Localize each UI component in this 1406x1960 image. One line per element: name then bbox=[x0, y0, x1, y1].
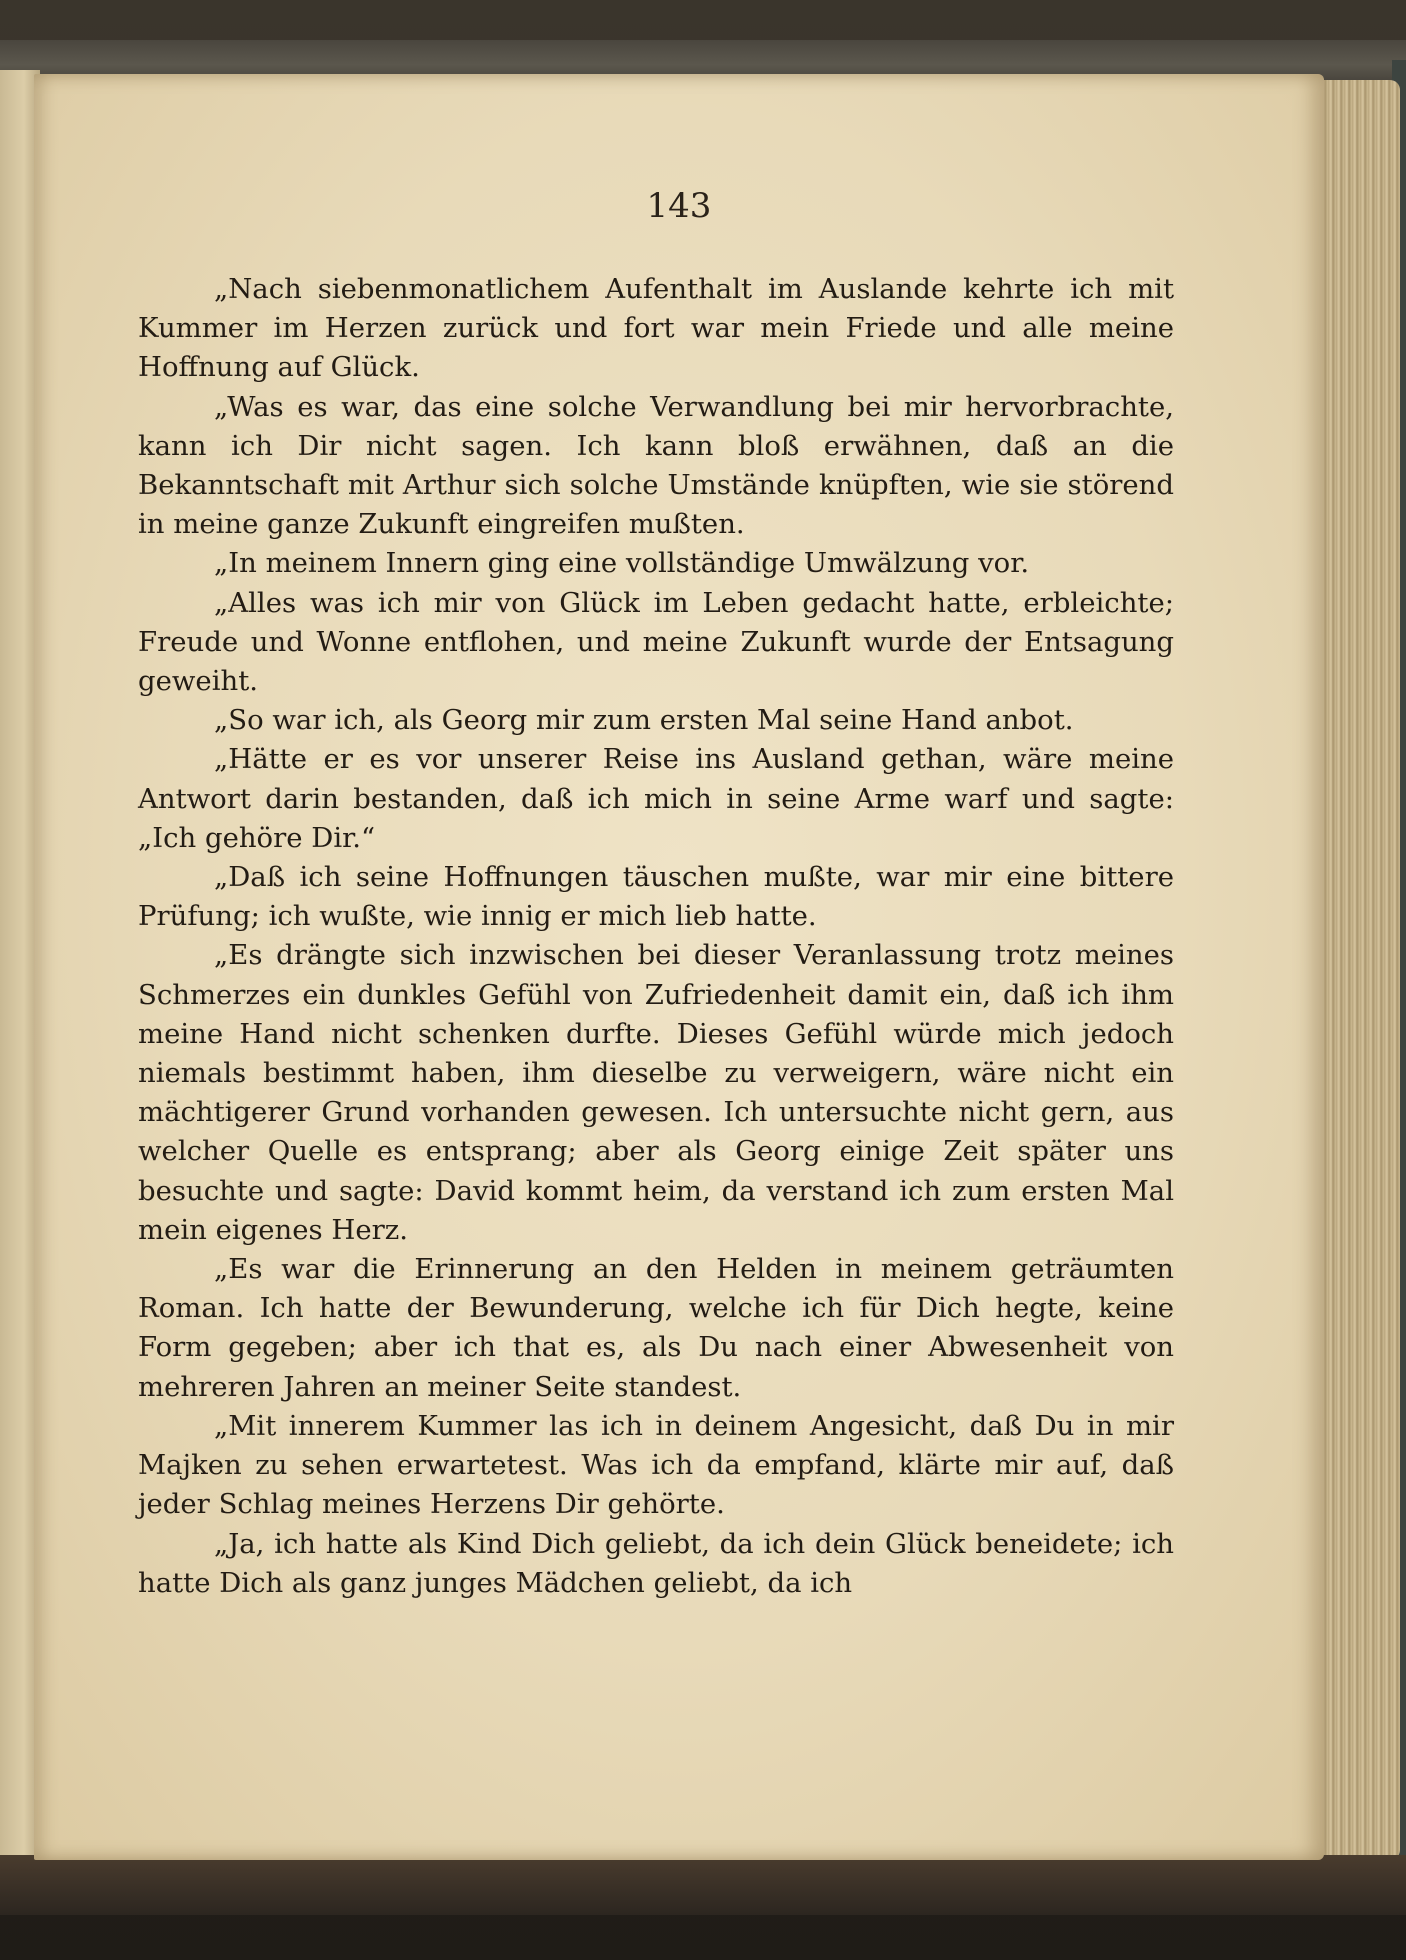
paragraph: „Daß ich seine Hoffnungen täuschen mußte, war mir eine bittere Prüfung; ich wußte, wie innig er mich lieb hatte. bbox=[138, 861, 1174, 933]
book-page bbox=[34, 74, 1324, 1860]
book-cover-bottom bbox=[0, 1855, 1406, 1915]
page-edges bbox=[1320, 80, 1400, 1860]
paragraph: „In meinem Innern ging eine vollständige Umwälzung vor. bbox=[214, 547, 1030, 580]
paragraph: „Ja, ich hatte als Kind Dich geliebt, da ich dein Glück beneidete; ich hatte Dich als ganz junges Mädchen geliebt, da ich bbox=[138, 1527, 1174, 1599]
body-text bbox=[138, 270, 1174, 1603]
paragraph: „Mit innerem Kummer las ich in deinem Angesicht, daß Du in mir Majken zu sehen erwartetest. Was ich da empfand, klärte mir auf, daß jeder Schlag meines Herzens Dir gehörte. bbox=[138, 1409, 1174, 1521]
paragraph: „Es war die Erinnerung an den Helden in meinem geträumten Roman. Ich hatte der Bewunderung, welche ich für Dich hegte, keine Form gegeben; aber ich that es, als Du nach einer Abwesenheit von mehreren Jahren an meiner Seite standest. bbox=[138, 1253, 1174, 1403]
paragraph: „Was es war, das eine solche Verwandlung bei mir hervorbrachte, kann ich Dir nicht sagen. Ich kann bloß erwähnen, daß an die Bekanntschaft mit Arthur sich solche Umstände knüpften, wie sie störend in meine ganze Zukunft eingreifen mußten. bbox=[138, 390, 1174, 541]
paragraph: „Nach siebenmonatlichem Aufenthalt im Auslande kehrte ich mit Kummer im Herzen zurück und fort war mein Friede und alle meine Hoffnung auf Glück. bbox=[138, 273, 1174, 384]
paragraph: „Alles was ich mir von Glück im Leben gedacht hatte, erbleichte; Freude und Wonne entflohen, und meine Zukunft wurde der Entsagung geweiht. bbox=[138, 586, 1174, 698]
paragraph: „Hätte er es vor unserer Reise ins Ausland gethan, wäre meine Antwort darin bestanden, daß ich mich in seine Arme warf und sagte: „Ich gehöre Dir.“ bbox=[138, 743, 1174, 854]
page-number: 143 bbox=[646, 186, 712, 226]
paragraph: „So war ich, als Georg mir zum ersten Mal seine Hand anbot. bbox=[214, 704, 1074, 737]
paragraph: „Es drängte sich inzwischen bei dieser Veranlassung trotz meines Schmerzes ein dunkles Gefühl von Zufriedenheit damit ein, daß ich ihm meine Hand nicht schenken durfte. Dieses Gefühl würde mich jedoch niemals bestimmt haben, ihm dieselbe zu verweigern, wäre nicht ein mächtigerer Grund vorhanden gewesen. Ich untersuchte nicht gern, aus welcher Quelle es entsprang; aber als Georg einige Zeit später uns besuchte und sagte: David kommt heim, da verstand ich zum ersten Mal mein eigenes Herz. bbox=[138, 939, 1174, 1246]
